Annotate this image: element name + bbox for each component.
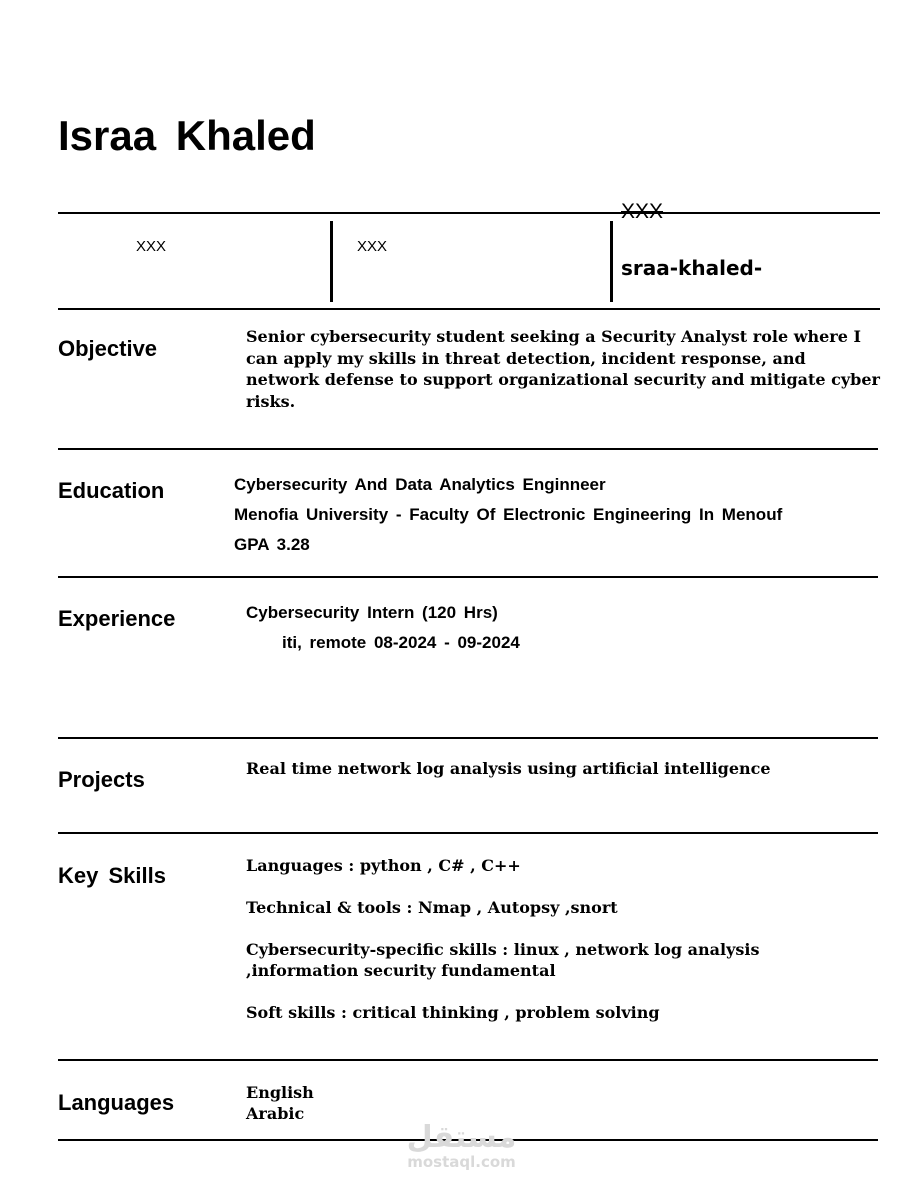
experience-role: Cybersecurity Intern (120 Hrs) [246,603,498,622]
section-rule [58,448,878,450]
contact-cell-3-top: XXX [621,200,664,223]
languages-heading: Languages [58,1090,175,1115]
contact-top-rule [58,212,880,214]
section-rule [58,308,880,310]
education-institution: Menofia University - Faculty Of Electronic Engineering In Menouf [234,505,783,524]
contact-cell-1: XXX [136,238,167,255]
contact-cell-2: XXX [357,238,388,255]
experience-heading: Experience [58,606,176,631]
skills-list [246,855,876,1023]
contact-divider-1 [330,221,333,302]
languages-list [246,1082,314,1124]
skill-soft: Soft skills : critical thinking , problem solving [246,1003,660,1022]
candidate-name: Israa Khaled [58,112,316,159]
section-rule [58,576,878,578]
education-degree: Cybersecurity And Data Analytics Enginneer [234,475,606,494]
section-rule [58,737,878,739]
experience-details: iti, remote 08-2024 - 09-2024 [282,633,520,652]
section-rule [58,832,878,834]
watermark-arabic: مستقل [406,1120,517,1155]
section-rule [58,1139,878,1141]
objective-text: Senior cybersecurity student seeking a Security Analyst role where I can apply my skills in threat detection, incident response, and network defense to support organizational security and mitigate cyber risks. [246,327,880,411]
projects-heading: Projects [58,767,145,792]
skill-technical: Technical & tools : Nmap , Autopsy ,snort [246,898,618,917]
skill-languages: Languages : python , C# , C++ [246,856,521,875]
education-gpa: GPA 3.28 [234,535,310,554]
project-item: Real time network log analysis using artificial intelligence [246,759,771,778]
skill-cybersecurity: Cybersecurity-specific skills : linux , network log analysis ,information security fundamental [246,940,760,980]
education-heading: Education [58,478,165,503]
skills-heading: Key Skills [58,863,166,888]
education-block [234,470,782,560]
watermark-latin: mostaql.com [407,1153,516,1171]
contact-divider-2 [610,221,613,302]
language-item: Arabic [246,1104,305,1123]
linkedin-handle: sraa-khaled- [621,256,763,280]
objective-heading: Objective [58,336,158,361]
section-rule [58,1059,878,1061]
mostaql-watermark [404,1122,519,1170]
language-item: English [246,1083,314,1102]
